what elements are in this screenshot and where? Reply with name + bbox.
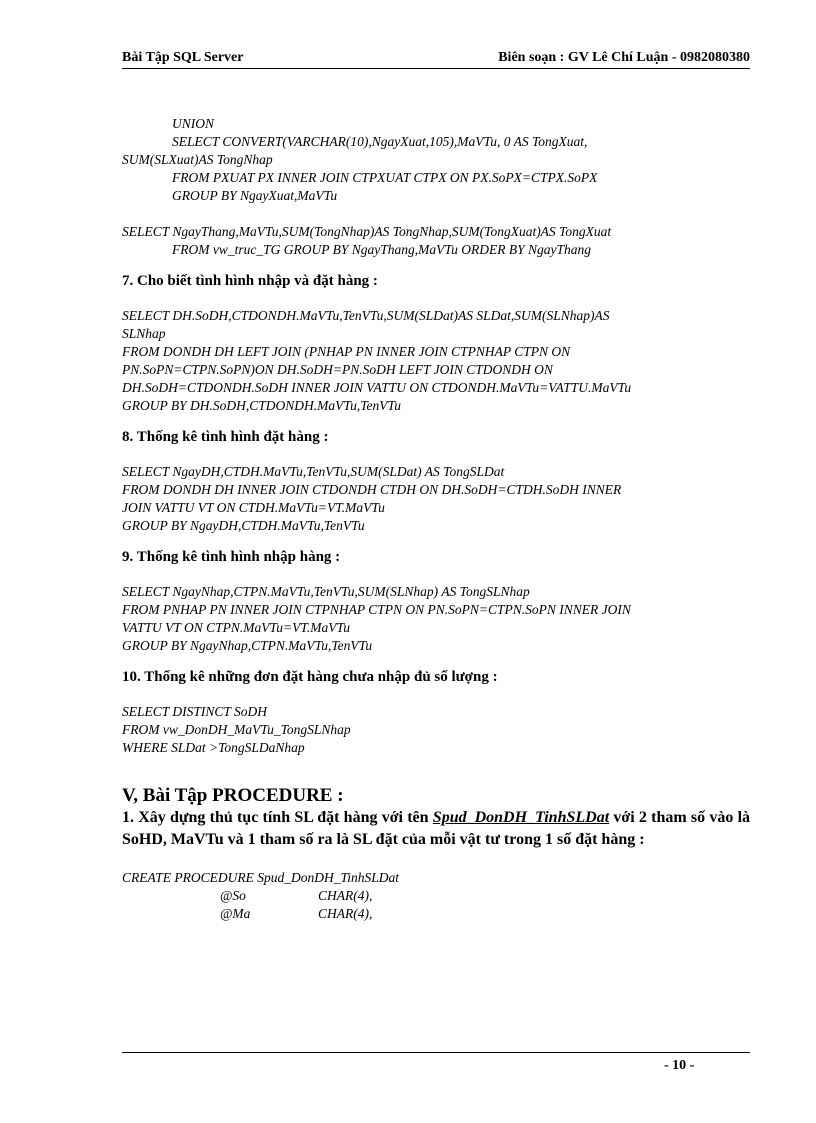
section-title-text: V, Bài Tập PROCEDURE : — [122, 785, 344, 806]
code-line: GROUP BY DH.SoDH,CTDONDH.MaVTu,TenVTu — [122, 398, 402, 413]
item1-prefix: 1. Xây dựng thủ tục tính SL đặt hàng với tên — [122, 809, 429, 826]
code-line: WHERE SLDat >TongSLDaNhap — [122, 740, 305, 755]
item1-rest: với 2 tham số vào là SoHD, MaVTu và 1 tham số ra là SL đặt của mỗi vật tư trong 1 số đặt hàng : — [122, 809, 751, 848]
code-line: JOIN VATTU VT ON CTDH.MaVTu=VT.MaVTu — [122, 500, 385, 515]
code-line: SELECT DISTINCT SoDH — [122, 704, 268, 719]
code-block-q8 — [122, 463, 750, 535]
heading-q8: 8. Thống kê tình hình đặt hàng : — [122, 429, 329, 445]
code-block-select — [122, 223, 750, 259]
heading-q10: 10. Thống kê những đơn đặt hàng chưa nhập đủ số lượng : — [122, 669, 498, 685]
code-line: GROUP BY NgayXuat,MaVTu — [172, 188, 338, 203]
param-row — [122, 905, 750, 923]
footer-divider — [122, 1052, 750, 1053]
code-line: FROM PNHAP PN INNER JOIN CTPNHAP CTPN ON PN.SoPN=CTPN.SoPN INNER JOIN — [122, 602, 631, 617]
code-block-q10 — [122, 703, 750, 757]
code-line: DH.SoDH=CTDONDH.SoDH INNER JOIN VATTU ON CTDONDH.MaVTu=VATTU.MaVTu — [122, 380, 632, 395]
page-content — [122, 115, 750, 923]
param-type: CHAR(4), — [318, 888, 373, 903]
param-name: @Ma — [220, 906, 251, 921]
code-line: FROM vw_truc_TG GROUP BY NgayThang,MaVTu ORDER BY NgayThang — [172, 242, 591, 257]
code-block-q7 — [122, 307, 750, 415]
section-item-1 — [122, 807, 750, 851]
code-line: SELECT CONVERT(VARCHAR(10),NgayXuat,105),MaVTu, 0 AS TongXuat, — [172, 134, 588, 149]
param-row — [122, 887, 750, 905]
page-header — [122, 50, 750, 69]
code-line: SUM(SLXuat)AS TongNhap — [122, 152, 273, 167]
header-title: Bài Tập SQL Server — [122, 50, 244, 65]
code-line: FROM DONDH DH LEFT JOIN (PNHAP PN INNER JOIN CTPNHAP CTPN ON — [122, 344, 571, 359]
code-line: GROUP BY NgayNhap,CTPN.MaVTu,TenVTu — [122, 638, 373, 653]
code-block-union — [122, 115, 750, 205]
header-author: Biên soạn : GV Lê Chí Luận - 0982080380 — [498, 50, 750, 65]
heading-q7: 7. Cho biết tình hình nhập và đặt hàng : — [122, 273, 378, 289]
code-line: GROUP BY NgayDH,CTDH.MaVTu,TenVTu — [122, 518, 365, 533]
procedure-name: Spud_DonDH_TinhSLDat — [432, 809, 610, 826]
code-block-q9 — [122, 583, 750, 655]
code-line: SELECT NgayDH,CTDH.MaVTu,TenVTu,SUM(SLDat) AS TongSLDat — [122, 464, 505, 479]
code-line: FROM DONDH DH INNER JOIN CTDONDH CTDH ON DH.SoDH=CTDH.SoDH INNER — [122, 482, 622, 497]
code-line: PN.SoPN=CTPN.SoPN)ON DH.SoDH=PN.SoDH LEFT JOIN CTDONDH ON — [122, 362, 553, 377]
code-line: SELECT DH.SoDH,CTDONDH.MaVTu,TenVTu,SUM(SLDat)AS SLDat,SUM(SLNhap)AS — [122, 308, 610, 323]
code-line: UNION — [172, 116, 215, 131]
code-line: SLNhap — [122, 326, 166, 341]
code-block-procedure — [122, 869, 750, 923]
code-line: FROM vw_DonDH_MaVTu_TongSLNhap — [122, 722, 351, 737]
code-line: CREATE PROCEDURE Spud_DonDH_TinhSLDat — [122, 870, 400, 885]
code-line: FROM PXUAT PX INNER JOIN CTPXUAT CTPX ON PX.SoPX=CTPX.SoPX — [172, 170, 598, 185]
param-name: @So — [220, 888, 246, 903]
code-line: VATTU VT ON CTPN.MaVTu=VT.MaVTu — [122, 620, 351, 635]
param-type: CHAR(4), — [318, 906, 373, 921]
code-line: SELECT NgayThang,MaVTu,SUM(TongNhap)AS TongNhap,SUM(TongXuat)AS TongXuat — [122, 224, 612, 239]
heading-q9: 9. Thống kê tình hình nhập hàng : — [122, 549, 341, 565]
page-number: - 10 - — [664, 1058, 695, 1073]
code-line: SELECT NgayNhap,CTPN.MaVTu,TenVTu,SUM(SLNhap) AS TongSLNhap — [122, 584, 530, 599]
section-title — [122, 785, 750, 807]
